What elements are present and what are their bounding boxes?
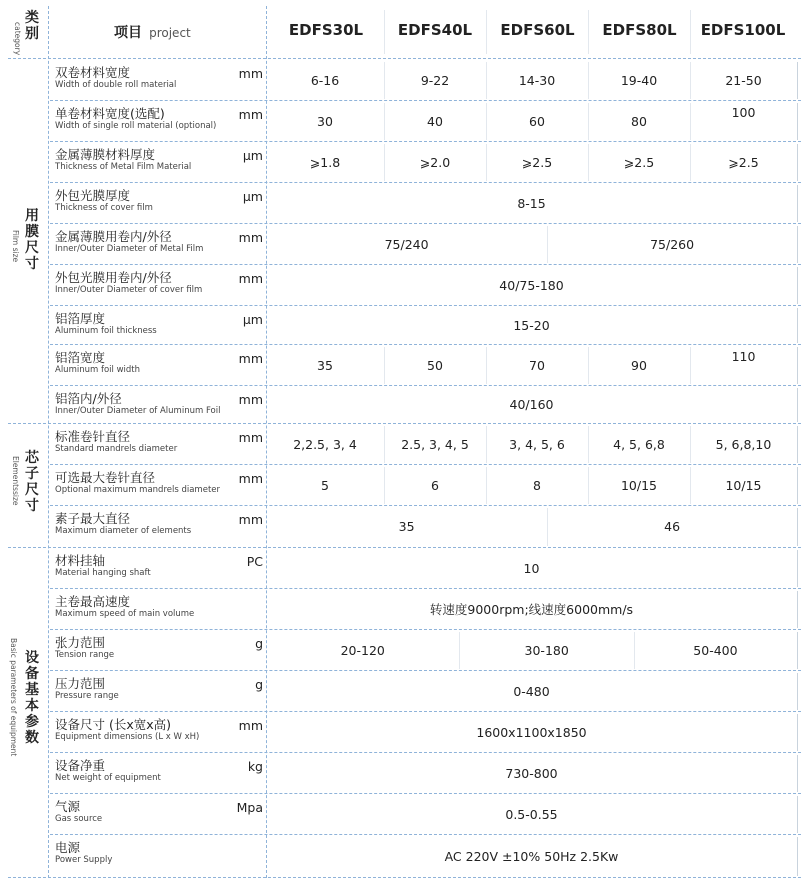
cell-value: 80	[631, 113, 647, 129]
row-unit: mm	[238, 512, 263, 527]
cell-divider	[486, 62, 487, 99]
row-label-width-of-double-roll-material	[55, 65, 263, 91]
row-label-en: Gas source	[55, 814, 103, 824]
category-film-size	[8, 60, 48, 424]
cell-divider	[588, 426, 589, 463]
cell-divider	[588, 103, 589, 140]
cell-divider	[384, 103, 385, 140]
cell-divider	[384, 467, 385, 504]
cell-value: 75/260	[650, 236, 695, 252]
cell-value: 2,2.5, 3, 4	[293, 436, 357, 452]
row-divider	[50, 464, 801, 465]
row-divider	[50, 752, 801, 753]
cell-value: 5	[321, 477, 329, 493]
cell-value: AC 220V ±10% 50Hz 2.5Kw	[444, 848, 619, 864]
cell-divider	[588, 144, 589, 181]
row-label-en: Thickness of Metal Film Material	[55, 162, 192, 172]
row-label-en: Width of double roll material	[55, 80, 177, 90]
cell-divider	[486, 144, 487, 181]
divider-bottom	[8, 877, 801, 878]
header-divider	[588, 10, 589, 54]
cell-value: 0.5-0.55	[505, 806, 558, 822]
table-right-edge	[797, 308, 798, 343]
cell-divider	[459, 632, 460, 669]
cell-value: 15-20	[513, 317, 550, 333]
category-element-size-cn: 芯子尺寸	[25, 450, 39, 514]
row-label-cn: 金属薄膜材料厚度	[55, 147, 156, 162]
cell-value: 35	[317, 357, 333, 373]
category-equipment-basics	[8, 548, 48, 878]
row-label-thickness-of-cover-film	[55, 188, 263, 214]
row-unit: g	[255, 636, 263, 651]
row-unit: µm	[242, 148, 263, 163]
header-divider	[690, 10, 691, 54]
row-unit: µm	[242, 312, 263, 327]
row-label-power-supply	[55, 840, 263, 866]
header-divider	[384, 10, 385, 54]
cell-value: ⩾2.5	[521, 154, 553, 170]
cell-value: 110	[731, 349, 756, 364]
divider-category	[48, 6, 49, 878]
cell-value: 40/160	[509, 397, 554, 412]
model-header-edfs40l: EDFS40L	[397, 21, 473, 39]
row-label-en: Maximum speed of main volume	[55, 609, 195, 619]
table-right-edge	[797, 714, 798, 751]
row-label-cn: 材料挂轴	[55, 553, 106, 568]
row-label-cn: 铝箔宽度	[55, 350, 106, 365]
table-right-edge	[797, 673, 798, 710]
category-header-en: category	[13, 22, 22, 56]
row-label-material-hanging-shaft	[55, 553, 263, 579]
row-divider	[50, 100, 801, 101]
row-label-en: Equipment dimensions (L x W xH)	[55, 732, 200, 742]
row-divider	[50, 264, 801, 265]
row-label-cn: 张力范围	[55, 635, 106, 650]
table-right-edge	[797, 62, 798, 99]
table-right-edge	[797, 388, 798, 422]
cell-value: 8	[533, 477, 541, 493]
table-right-edge	[797, 796, 798, 833]
cell-value: 2.5, 3, 4, 5	[401, 436, 469, 452]
row-divider	[50, 305, 801, 306]
cell-value: 35	[398, 519, 415, 534]
cell-divider	[384, 347, 385, 384]
row-unit: g	[255, 677, 263, 692]
cell-divider	[588, 62, 589, 99]
divider-header	[8, 58, 801, 59]
cell-value: 3, 4, 5, 6	[509, 436, 565, 452]
model-header-edfs100l: EDFS100L	[700, 21, 786, 39]
row-unit: mm	[238, 718, 263, 733]
row-label-pressure-range	[55, 676, 263, 702]
cell-divider	[690, 103, 691, 140]
row-label-en: Pressure range	[55, 691, 119, 701]
row-divider	[50, 588, 801, 589]
row-label-en: Aluminum foil thickness	[55, 326, 157, 336]
row-divider	[50, 223, 801, 224]
cell-divider	[486, 467, 487, 504]
cell-value: 60	[529, 113, 545, 129]
cell-divider	[486, 426, 487, 463]
cell-value: 90	[631, 357, 647, 373]
row-label-en: Power Supply	[55, 855, 113, 865]
row-label-cn: 双卷材料宽度	[55, 65, 131, 80]
table-right-edge	[797, 267, 798, 304]
cell-divider	[690, 347, 691, 384]
table-right-edge	[797, 508, 798, 546]
cell-value: 1600x1100x1850	[476, 724, 587, 740]
row-label-en: Optional maximum mandrels diameter	[55, 485, 221, 495]
row-label-thickness-of-metal-film-material	[55, 147, 263, 173]
cell-value: 9-22	[420, 72, 450, 88]
row-label-cn: 压力范围	[55, 676, 106, 691]
table-right-edge	[797, 591, 798, 628]
cell-divider	[384, 144, 385, 181]
table-right-edge	[797, 755, 798, 792]
row-label-standard-mandrels-diameter	[55, 429, 263, 455]
row-label-en: Tension range	[55, 650, 115, 660]
cell-value: 14-30	[518, 72, 556, 88]
cell-value: ⩾2.0	[419, 154, 451, 170]
cell-divider	[690, 62, 691, 99]
table-right-edge	[797, 550, 798, 587]
row-label-en: Inner/Outer Diameter of Metal Film	[55, 244, 204, 254]
cell-value: 75/240	[384, 236, 429, 252]
table-right-edge	[797, 185, 798, 222]
cell-value: 10/15	[620, 477, 658, 493]
cell-value: 0-480	[513, 683, 550, 699]
cell-value: 50	[427, 357, 443, 373]
cell-divider	[690, 144, 691, 181]
cell-value: 730-800	[505, 765, 558, 781]
row-label-cn: 设备净重	[55, 758, 106, 773]
row-label-gas-source	[55, 799, 263, 825]
row-label-cn: 铝箔内/外径	[55, 391, 122, 406]
row-label-cn: 设备尺寸 (长x宽x高)	[55, 717, 172, 732]
row-unit: mm	[238, 351, 263, 366]
category-header	[8, 8, 48, 56]
row-label-tension-range	[55, 635, 263, 661]
category-film-size-cn: 用膜尺寸	[25, 208, 39, 272]
row-label-cn: 主卷最高速度	[55, 594, 131, 609]
row-label-cn: 铝箔厚度	[55, 311, 106, 326]
row-label-maximum-diameter-of-elements	[55, 511, 263, 537]
category-element-size-en: Elementssize	[11, 456, 20, 506]
model-header-edfs30l: EDFS30L	[288, 21, 364, 39]
cell-value: 5, 6,8,10	[715, 436, 772, 452]
row-unit: mm	[238, 66, 263, 81]
row-label-aluminum-foil-width	[55, 350, 263, 376]
category-element-size	[8, 424, 48, 548]
model-header-edfs80l: EDFS80L	[602, 21, 677, 39]
row-label-en: Standard mandrels diameter	[55, 444, 178, 454]
model-header-edfs60l: EDFS60L	[500, 21, 575, 39]
cell-divider	[588, 467, 589, 504]
row-label-cn: 金属薄膜用卷内/外径	[55, 229, 172, 244]
row-label-en: Material hanging shaft	[55, 568, 151, 578]
table-right-edge	[797, 103, 798, 140]
row-divider	[50, 670, 801, 671]
project-header	[114, 22, 191, 42]
cell-value: 30-180	[524, 642, 569, 658]
cell-value: 50-400	[693, 642, 738, 658]
table-right-edge	[797, 632, 798, 669]
row-label-cn: 外包光膜厚度	[55, 188, 131, 203]
cell-value: 6	[431, 477, 439, 493]
category-film-size-en: Film size	[11, 230, 20, 263]
row-label-cn: 可选最大卷针直径	[55, 470, 156, 485]
row-divider	[50, 834, 801, 835]
row-label-en: Inner/Outer Diameter of cover film	[55, 285, 203, 295]
divider-element	[8, 547, 801, 548]
row-label-cn: 标准卷针直径	[55, 429, 131, 444]
cell-divider	[486, 103, 487, 140]
row-divider	[50, 793, 801, 794]
row-label-equipment-dimensions-l-x-w-xh	[55, 717, 263, 743]
row-label-en: Maximum diameter of elements	[55, 526, 192, 536]
row-unit: µm	[242, 189, 263, 204]
row-label-en: Net weight of equipment	[55, 773, 161, 783]
row-divider	[50, 344, 801, 345]
row-label-cn: 外包光膜用卷内/外径	[55, 270, 172, 285]
row-unit: mm	[238, 230, 263, 245]
cell-value: ⩾2.5	[728, 154, 759, 170]
row-label-cn: 素子最大直径	[55, 511, 131, 526]
row-unit: Mpa	[236, 800, 263, 815]
cell-value: 19-40	[620, 72, 658, 88]
row-label-cn: 电源	[55, 840, 81, 855]
cell-divider	[690, 467, 691, 504]
divider-film	[8, 423, 801, 424]
cell-divider	[384, 62, 385, 99]
cell-value: 46	[664, 519, 681, 534]
cell-divider	[384, 426, 385, 463]
cell-value: ⩾2.5	[623, 154, 655, 170]
row-divider	[50, 385, 801, 386]
row-divider	[50, 711, 801, 712]
cell-value: 6-16	[310, 72, 340, 88]
cell-divider	[690, 426, 691, 463]
cell-value: 10	[523, 560, 540, 576]
cell-value: 10/15	[725, 477, 762, 493]
row-label-en: Aluminum foil width	[55, 365, 141, 375]
cell-divider	[547, 226, 548, 263]
table-right-edge	[797, 467, 798, 504]
row-divider	[50, 141, 801, 142]
project-header-en: project	[149, 26, 191, 40]
table-right-edge	[797, 347, 798, 384]
row-unit: mm	[238, 107, 263, 122]
row-label-net-weight-of-equipment	[55, 758, 263, 784]
row-label-inner-outer-diameter-of-cover-film	[55, 270, 263, 296]
project-header-cn: 项目	[114, 25, 142, 41]
table-right-edge	[797, 144, 798, 181]
cell-divider	[588, 347, 589, 384]
row-label-en: Inner/Outer Diameter of Aluminum Foil	[55, 406, 221, 416]
cell-value: 4, 5, 6,8	[613, 436, 665, 452]
row-label-width-of-single-roll-material-optional	[55, 106, 263, 132]
row-label-optional-maximum-mandrels-diameter	[55, 470, 263, 496]
cell-divider	[634, 632, 635, 669]
row-unit: mm	[238, 392, 263, 407]
header-divider	[486, 10, 487, 54]
row-label-maximum-speed-of-main-volume	[55, 594, 263, 620]
category-equipment-basics-cn: 设备基本参数	[25, 650, 39, 746]
cell-value: 20-120	[340, 642, 385, 658]
row-unit: kg	[247, 759, 263, 774]
row-divider	[50, 182, 801, 183]
row-unit: mm	[238, 471, 263, 486]
row-unit: mm	[238, 271, 263, 286]
cell-value: 8-15	[517, 195, 546, 211]
cell-value: 30	[317, 113, 333, 129]
category-equipment-basics-en: Basic parameters of equipment	[9, 638, 18, 757]
row-divider	[50, 505, 801, 506]
cell-value: 21-50	[725, 72, 762, 88]
table-right-edge	[797, 837, 798, 876]
row-label-inner-outer-diameter-of-aluminum-foil	[55, 391, 263, 417]
table-right-edge	[797, 426, 798, 463]
cell-value: 转速度9000rpm;线速度6000mm/s	[429, 601, 634, 617]
row-unit: mm	[238, 430, 263, 445]
cell-value: 40/75-180	[499, 277, 564, 293]
row-unit: PC	[246, 554, 263, 569]
row-divider	[50, 629, 801, 630]
row-label-cn: 气源	[55, 799, 81, 814]
category-header-cn: 类别	[25, 10, 39, 42]
row-label-cn: 单卷材料宽度(选配)	[55, 106, 165, 121]
row-label-en: Width of single roll material (optional)	[55, 121, 217, 131]
cell-divider	[486, 347, 487, 384]
row-label-en: Thickness of cover film	[55, 203, 153, 213]
row-label-aluminum-foil-thickness	[55, 311, 263, 337]
row-label-inner-outer-diameter-of-metal-film	[55, 229, 263, 255]
table-right-edge	[797, 226, 798, 263]
cell-value: 40	[427, 113, 443, 129]
cell-value: ⩾1.8	[309, 154, 341, 170]
cell-value: 100	[731, 105, 756, 120]
cell-divider	[547, 508, 548, 546]
cell-value: 70	[529, 357, 545, 373]
